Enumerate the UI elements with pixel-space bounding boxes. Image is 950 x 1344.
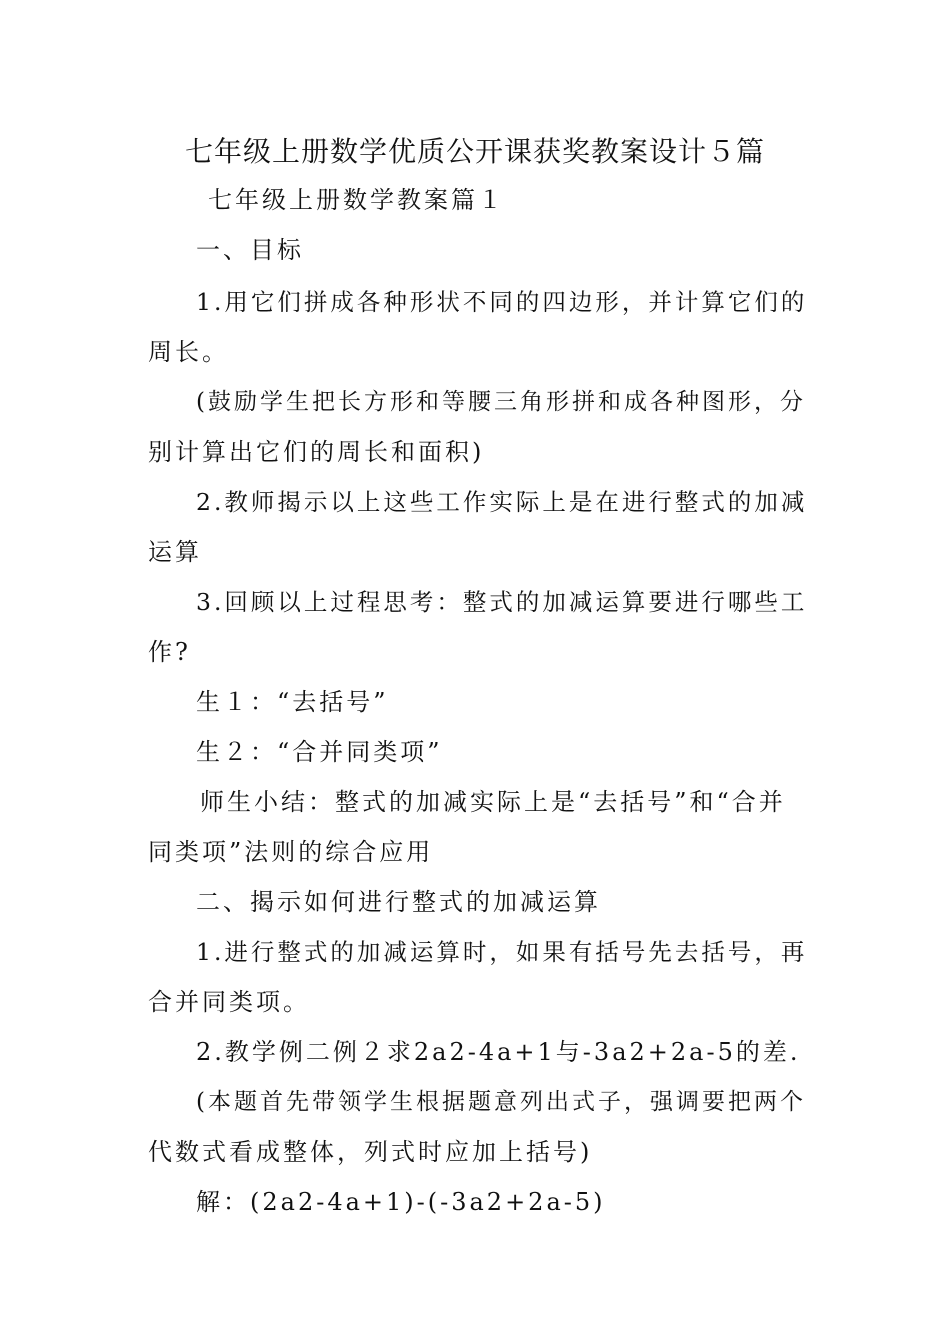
paragraph-line: 解：(2a2-4a+1)-(-3a2+2a-5) (196, 1188, 606, 1216)
paragraph-line: 周长。 (148, 338, 229, 366)
paragraph-line: 2.教学例二例２求2a2-4a+1与-3a2+2a-5的差. (196, 1038, 801, 1066)
paragraph-line: (鼓励学生把长方形和等腰三角形拼和成各种图形，分 (196, 389, 806, 415)
section-heading: 七年级上册数学教案篇１ (208, 186, 505, 214)
paragraph-line: 别计算出它们的周长和面积) (148, 438, 485, 466)
paragraph-line: 生２：“合并同类项” (196, 738, 443, 766)
document-title: 七年级上册数学优质公开课获奖教案设计５篇 (184, 135, 765, 168)
paragraph-line: 二、揭示如何进行整式的加减运算 (196, 888, 601, 916)
paragraph-line: 师生小结：整式的加减实际上是“去括号”和“合并 (200, 788, 786, 816)
paragraph-line: 运算 (148, 538, 202, 566)
paragraph-line: 1.进行整式的加减运算时，如果有括号先去括号，再 (196, 938, 808, 966)
paragraph-line: 2.教师揭示以上这些工作实际上是在进行整式的加减 (196, 488, 808, 516)
paragraph-line: 作? (148, 638, 191, 666)
paragraph-line: 合并同类项。 (148, 988, 310, 1016)
paragraph-line: 一、目标 (196, 236, 304, 264)
paragraph-line: 生１：“去括号” (196, 688, 389, 716)
paragraph-line: 1.用它们拼成各种形状不同的四边形，并计算它们的 (196, 288, 808, 316)
paragraph-line: 代数式看成整体，列式时应加上括号) (148, 1138, 593, 1166)
paragraph-line: (本题首先带领学生根据题意列出式子，强调要把两个 (196, 1089, 806, 1115)
paragraph-line: 3.回顾以上过程思考：整式的加减运算要进行哪些工 (196, 588, 808, 616)
paragraph-line: 同类项”法则的综合应用 (148, 838, 434, 866)
